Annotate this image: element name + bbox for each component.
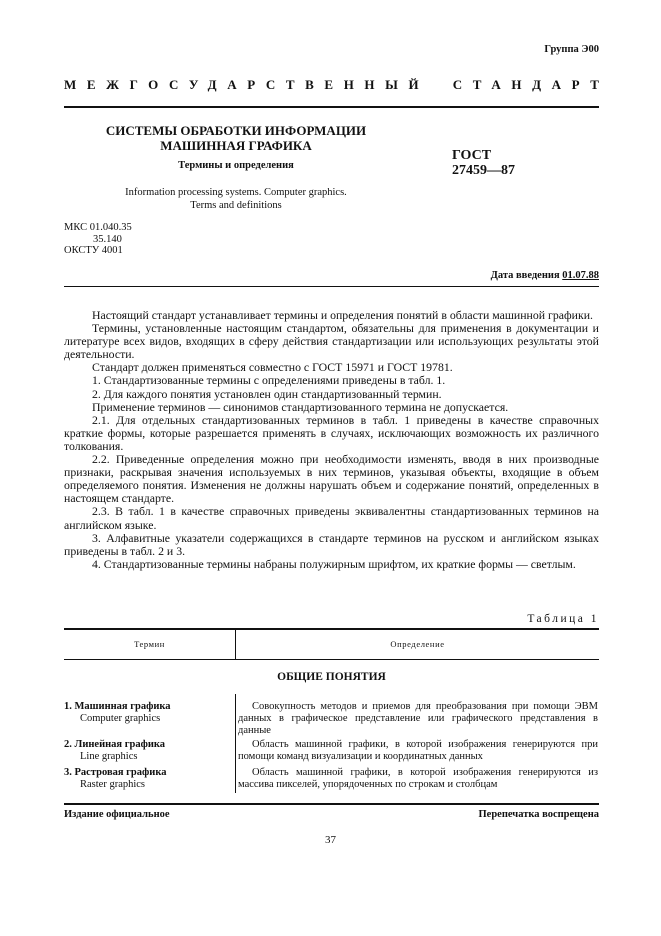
banner-right: СТАНДАРТ [452,77,610,92]
document-subtitle: Термины и определения [178,160,294,171]
date-label: Дата введения [490,270,563,281]
table-top-rule [64,628,599,630]
table-row-term [64,767,229,791]
paragraph: 4. Стандартизованные термины набраны полужирным шрифтом, их краткие формы — светлым. [92,556,576,571]
header-rule [64,106,599,108]
classification-codes [64,222,132,257]
section-heading: ОБЩИЕ ПОНЯТИЯ [277,671,386,683]
term-ru: 2. Линейная графика [64,739,166,750]
column-header-definition: Определение [390,639,445,649]
document-title [100,123,372,153]
group-code: Группа Э00 [544,44,599,55]
table-caption: Таблица 1 [527,613,599,625]
footer-reprint: Перепечатка воспрещена [478,809,599,820]
term-en: Line graphics [80,751,138,762]
table-row-definition: Область машинной графики, в которой изображения генерируются при помощи команд визуализации и координатных данных [238,739,598,762]
title-line-1: СИСТЕМЫ ОБРАБОТКИ ИНФОРМАЦИИ [105,123,367,138]
term-ru: 1. Машинная графика [64,701,171,712]
effective-date [491,270,599,281]
okstu-line: ОКСТУ 4001 [64,245,123,256]
table-column-divider [235,694,236,793]
gost-label: ГОСТ [452,148,492,163]
date-rule [64,286,599,287]
banner-left: МЕЖГОСУДАРСТВЕННЫЙ [64,77,430,92]
column-header-term: Термин [134,639,165,649]
paragraph: 2.2. Приведенные определения можно при необходимости изменять, вводя в них производные признаки, раскрывая значения используемых в них терминов, указывая объекты, входящие в объем определяемого понятия. Изменения не должны нарушать объем и содержание понятий, определенных в настоящем стандарте. [64,452,599,506]
table-row-definition: Область машинной графики, в которой изображения генерируются из массива пикселей, упорядоченных по строкам и столбцам [238,767,598,790]
gost-number: 27459—87 [452,163,515,178]
footer-edition: Издание официальное [64,809,170,820]
term-ru: 3. Растровая графика [64,767,167,778]
paragraph: Настоящий стандарт устанавливает термины и определения понятий в области машинной графики. [92,308,593,322]
standard-banner [64,77,610,97]
paragraph: 2.3. В табл. 1 в качестве справочных приведены эквивалентны стандартизованных терминов на английском языке. [64,504,599,532]
paragraph: Применение терминов — синонимов стандартизованного термина не допускается. [92,399,509,414]
table-header-rule [64,659,599,660]
table-row-definition: Совокупность методов и приемов для преобразования при помощи ЭВМ данных в графическое представление или графического представления в данные [238,701,598,736]
english-title-line-2: Terms and definitions [190,200,282,211]
mks-line-2: 35.140 [93,233,122,245]
gost-designation [452,148,515,178]
page-number: 37 [325,834,336,846]
paragraph: 2. Для каждого понятия установлен один стандартизованный термин. [92,386,442,401]
document-body [64,309,599,571]
english-title [100,186,372,212]
title-line-2: МАШИННАЯ ГРАФИКА [160,138,312,153]
english-title-line-1: Information processing systems. Computer graphics. [125,187,347,198]
paragraph: Термины, установленные настоящим стандартом, обязательны для применения в документации и литературе всех видов, входящих в сферу действия стандартизации или использующих результаты этой деятельности. [64,321,599,362]
paragraph: 2.1. Для отдельных стандартизованных терминов в табл. 1 приведены в качестве справочных краткие формы, которые разрешается применять в случаях, исключающих возможность их различного толкования. [64,412,599,453]
table-row-term [64,701,229,725]
term-en: Computer graphics [80,713,161,724]
mks-line-1: МКС 01.040.35 [64,222,132,233]
term-en: Raster graphics [80,779,146,790]
footer-rule [64,803,599,805]
paragraph: 3. Алфавитные указатели содержащихся в стандарте терминов на русском и английском языках приведены в табл. 2 и 3. [64,530,599,558]
table-row-term [64,739,229,763]
paragraph: 1. Стандартизованные термины с определениями приведены в табл. 1. [92,373,446,388]
paragraph: Стандарт должен применяться совместно с ГОСТ 15971 и ГОСТ 19781. [92,360,453,375]
date-value: 01.07.88 [562,270,599,281]
